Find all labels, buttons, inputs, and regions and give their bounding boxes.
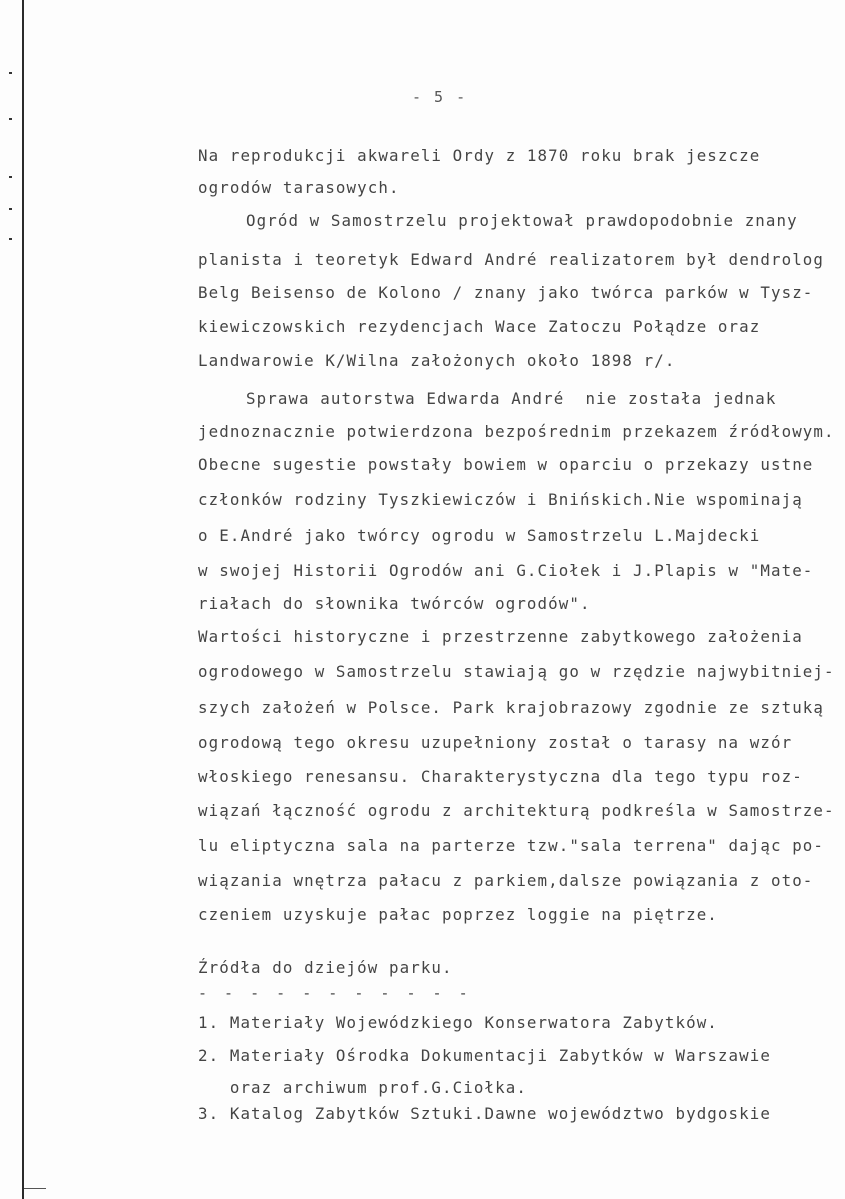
text-line: riałach do słownika twórców ogrodów". xyxy=(198,594,591,613)
text-line: Ogród w Samostrzelu projektował prawdopodobnie znany xyxy=(246,211,798,230)
source-item: 2. Materiały Ośrodka Dokumentacji Zabytków w Warszawie xyxy=(198,1046,771,1065)
text-line: kiewiczowskich rezydencjach Wace Zatoczu Połądze oraz xyxy=(198,317,761,336)
text-line: ogrodową tego okresu uzupełniony został o tarasy na wzór xyxy=(198,733,793,752)
margin-rule xyxy=(22,0,24,1199)
text-line: włoskiego renesansu. Charakterystyczna dla tego typu roz- xyxy=(198,767,803,786)
text-line: planista i teoretyk Edward André realizatorem był dendrolog xyxy=(198,250,825,269)
text-line: lu eliptyczna sala na parterze tzw."sala terrena" dając po- xyxy=(198,836,825,855)
margin-tick xyxy=(9,238,12,240)
text-line: Landwarowie K/Wilna założonych około 1898 r/. xyxy=(198,351,676,370)
text-line: Obecne sugestie powstały bowiem w oparciu o przekazy ustne xyxy=(198,455,814,474)
page-number: - 5 - xyxy=(412,88,468,106)
text-line: członków rodziny Tyszkiewiczów i Bnińskich.Nie wspominają xyxy=(198,490,803,509)
text-line: w swojej Historii Ogrodów ani G.Ciołek i J.Plapis w "Mate- xyxy=(198,561,814,580)
text-line: wiązania wnętrza pałacu z parkiem,dalsze powiązania z oto- xyxy=(198,871,814,890)
margin-tick xyxy=(9,72,12,74)
text-line: szych założeń w Polsce. Park krajobrazowy zgodnie ze sztuką xyxy=(198,698,825,717)
margin-tick xyxy=(9,208,12,210)
source-item: 3. Katalog Zabytków Sztuki.Dawne województwo bydgoskie xyxy=(198,1104,771,1123)
text-line: ogrodowego w Samostrzelu stawiają go w rzędzie najwybitniej- xyxy=(198,662,835,681)
margin-rule-tail xyxy=(24,1188,46,1189)
text-line: jednoznacznie potwierdzona bezpośrednim przekazem źródłowym. xyxy=(198,422,835,441)
margin-tick xyxy=(9,176,12,178)
text-line: Belg Beisenso de Kolono / znany jako twórca parków w Tysz- xyxy=(198,283,814,302)
text-line: wiązań łączność ogrodu z architekturą podkreśla w Samostrze- xyxy=(198,801,835,820)
text-line: czeniem uzyskuje pałac poprzez loggie na piętrze. xyxy=(198,905,718,924)
sources-heading: Źródła do dziejów parku. xyxy=(198,958,453,977)
text-line: Wartości historyczne i przestrzenne zabytkowego założenia xyxy=(198,627,803,646)
sources-heading-underline: - - - - - - - - - - - xyxy=(198,984,472,1002)
source-item: 1. Materiały Wojewódzkiego Konserwatora Zabytków. xyxy=(198,1013,718,1032)
text-line: Sprawa autorstwa Edwarda André nie została jednak xyxy=(246,389,777,408)
text-line: o E.André jako twórcy ogrodu w Samostrzelu L.Majdecki xyxy=(198,526,761,545)
text-line: Na reprodukcji akwareli Ordy z 1870 roku brak jeszcze xyxy=(198,146,761,165)
source-item: oraz archiwum prof.G.Ciołka. xyxy=(198,1078,527,1097)
margin-tick xyxy=(9,118,12,120)
text-line: ogrodów tarasowych. xyxy=(198,178,400,197)
